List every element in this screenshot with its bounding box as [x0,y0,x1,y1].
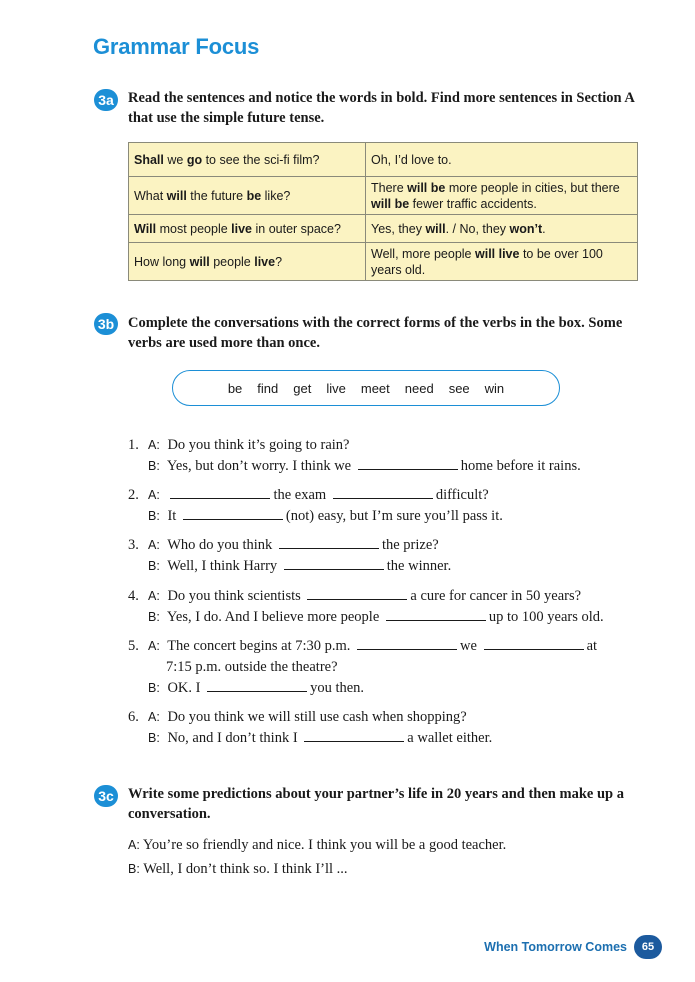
dialogue-text: Well, I think Harry [167,558,278,574]
instruction-3c: Write some predictions about your partner’s life in 20 years and then make up a conversation. [128,786,624,822]
grammar-table [128,142,638,281]
question-cell [129,177,366,215]
dialogue-text: It [167,508,177,524]
answer-blank[interactable] [357,636,457,650]
dialogue-line [128,506,648,527]
text-run: to see the sci-fi film? [202,152,320,167]
question-cell [129,215,366,243]
answer-blank[interactable] [207,678,307,692]
bold-text: Shall [134,152,164,167]
answer-blank[interactable] [358,456,458,470]
bold-text: will [425,221,446,236]
dialogue-text: we [460,638,477,654]
conversation-text: Well, I don’t think so. I think I’ll ... [143,861,348,877]
dialogue-text: a cure for cancer in 50 years? [410,588,582,604]
section-badge-3a: 3a [94,89,118,111]
dialogue-line [128,707,648,728]
word-option: find [257,380,279,396]
text-run: What [134,188,167,203]
dialogue-text: home before it rains. [460,458,581,474]
page-number: 65 [634,935,662,959]
footer-chapter-title: When Tomorrow Comes [484,940,627,954]
speaker-label: A: [148,538,160,552]
instruction-3b: Complete the conversations with the correct forms of the verbs in the box. Some verbs are used more than once. [128,315,623,351]
word-option: live [326,380,346,396]
dialogue-text: the prize? [381,537,439,553]
speaker-label: B: [148,681,160,695]
dialogue-line [128,485,648,506]
speaker-label: B: [148,459,160,473]
exercise-item [128,535,648,577]
speaker-label: A: [148,438,160,452]
text-run: people [209,254,255,269]
dialogue-text: OK. I [167,680,201,696]
bold-text: live [231,221,253,236]
speaker-label: B: [128,862,140,876]
speaker-label: B: [148,731,160,745]
exercise-item [128,707,648,749]
text-run: more people in cities, but there [445,180,620,195]
text-run: . / No, they [445,221,510,236]
word-option: meet [360,380,390,396]
table-row [129,143,638,177]
speaker-label: B: [148,559,160,573]
question-cell [129,143,366,177]
text-run: in outer space? [252,221,341,236]
dialogue-text: Do you think we will still use cash when shopping? [167,709,467,725]
text-run: Well, more people [371,246,475,261]
exercise-number: 6. [128,709,139,725]
text-run: we [163,152,187,167]
dialogue-line [128,535,648,556]
bold-text: Will [134,221,157,236]
word-option: win [484,380,505,396]
answer-blank[interactable] [170,485,270,499]
word-box [172,370,560,406]
text-run: . [542,221,546,236]
dialogue-line [128,636,648,657]
text-run: to be over 100 years old. [371,246,603,277]
speaker-label: A: [148,488,160,502]
dialogue-text: (not) easy, but I’m sure you’ll pass it. [285,508,503,524]
word-option: get [293,380,312,396]
dialogue-line [128,678,648,699]
question-cell [129,243,366,281]
dialogue-line [128,456,648,477]
exercise-number: 1. [128,437,139,453]
answer-blank[interactable] [484,636,584,650]
answer-blank[interactable] [333,485,433,499]
answer-cell [366,143,638,177]
dialogue-line [128,607,648,628]
bold-text: will [166,188,187,203]
dialogue-line [128,586,648,607]
dialogue-text: Do you think it’s going to rain? [167,437,350,453]
text-run: How long [134,254,190,269]
dialogue-text: up to 100 years old. [488,609,604,625]
exercise-number: 5. [128,638,139,654]
answer-blank[interactable] [386,607,486,621]
speaker-label: A: [128,838,140,852]
dialogue-line [128,435,648,456]
answer-blank[interactable] [183,506,283,520]
exercise-item [128,435,648,477]
bold-text: will be [371,196,410,211]
answer-blank[interactable] [284,556,384,570]
answer-cell [366,215,638,243]
dialogue-line [128,657,648,678]
instruction-3a: Read the sentences and notice the words in bold. Find more sentences in Section A that use the simple future tense. [128,90,635,126]
dialogue-text: Yes, I do. And I believe more people [166,609,380,625]
dialogue-text: you then. [310,680,365,696]
answer-blank[interactable] [307,586,407,600]
bold-text: will live [475,246,520,261]
speaker-label: A: [148,710,160,724]
dialogue-text: the winner. [386,558,452,574]
table-row [129,177,638,215]
table-row [129,215,638,243]
bold-text: won’t [509,221,543,236]
exercise-number: 4. [128,588,139,604]
text-run: There [371,180,408,195]
bold-text: be [246,188,262,203]
dialogue-text: Who do you think [167,537,273,553]
exercise-item [128,586,648,628]
dialogue-line [128,728,648,749]
answer-cell [366,243,638,281]
text-run: ? [275,254,283,269]
exercise-number: 2. [128,487,139,503]
dialogue-text: at [586,638,598,654]
conversation-line-b [128,858,348,880]
conversation-text: You’re so friendly and nice. I think you will be a good teacher. [142,837,507,853]
dialogue-text: a wallet either. [407,730,493,746]
exercise-item [128,485,648,527]
table-row [129,243,638,281]
dialogue-text: 7:15 p.m. outside the theatre? [166,659,338,675]
text-run: most people [156,221,232,236]
answer-blank[interactable] [304,728,404,742]
dialogue-text: Do you think scientists [167,588,301,604]
speaker-label: B: [148,610,160,624]
bold-text: go [186,152,203,167]
exercise-number: 3. [128,537,139,553]
page-title: Grammar Focus [93,34,260,59]
word-option: need [404,380,434,396]
bold-text: will be [407,180,446,195]
exercise-item [128,636,648,699]
text-run: like? [261,188,291,203]
dialogue-line [128,556,648,577]
text-run: Oh, I’d love to. [371,152,452,167]
section-badge-3c: 3c [94,785,118,807]
speaker-label: A: [148,589,160,603]
bold-text: live [254,254,276,269]
dialogue-text: The concert begins at 7:30 p.m. [167,638,351,654]
word-option: be [227,380,243,396]
answer-blank[interactable] [279,535,379,549]
bold-text: will [189,254,210,269]
conversation-line-a [128,834,506,856]
dialogue-text: the exam [273,487,327,503]
text-run: Yes, they [371,221,426,236]
dialogue-text: Yes, but don’t worry. I think we [166,458,352,474]
speaker-label: A: [148,639,160,653]
word-option: see [448,380,470,396]
speaker-label: B: [148,509,160,523]
dialogue-text: difficult? [435,487,489,503]
answer-cell [366,177,638,215]
section-badge-3b: 3b [94,313,118,335]
dialogue-text: No, and I don’t think I [167,730,298,746]
text-run: fewer traffic accidents. [409,196,537,211]
text-run: the future [186,188,247,203]
